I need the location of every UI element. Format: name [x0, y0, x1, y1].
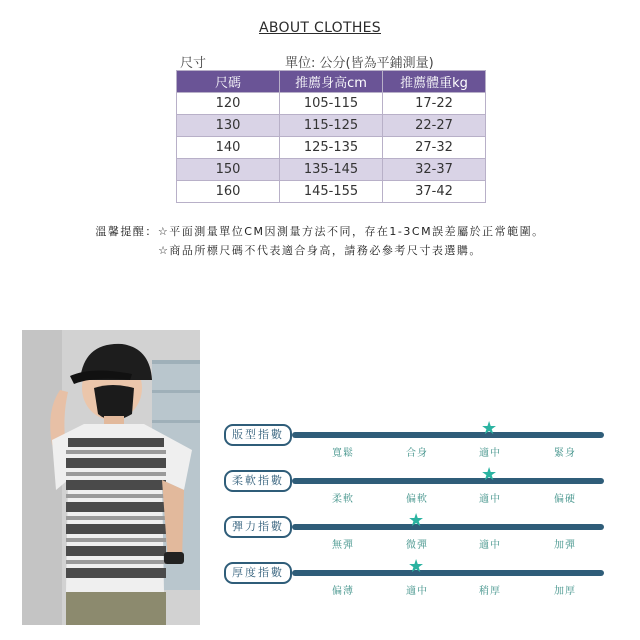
table-cell: 22-27: [383, 115, 486, 137]
table-cell: 105-115: [280, 93, 383, 115]
table-cell: 115-125: [280, 115, 383, 137]
table-cell: 37-42: [383, 181, 486, 203]
table-row: [177, 137, 486, 159]
column-header: 尺碼: [177, 71, 280, 93]
column-header: 推薦身高cm: [280, 71, 383, 93]
index-option: 柔軟: [332, 494, 354, 505]
index-label: 柔軟指數: [224, 470, 292, 492]
table-cell: 150: [177, 159, 280, 181]
star-icon: ★: [408, 556, 425, 577]
boy-in-striped-tshirt-illustration: [22, 330, 200, 625]
table-row: [177, 115, 486, 137]
index-option: 適中: [479, 494, 501, 505]
table-row: [177, 181, 486, 203]
index-option: 適中: [479, 540, 501, 551]
index-bar: [292, 570, 604, 576]
reminder-note: ☆商品所標尺碼不代表適合身高，請務必參考尺寸表選購。: [158, 244, 482, 257]
index-option: 微彈: [406, 540, 428, 551]
reminder-note: 溫馨提醒：☆平面測量單位CM因測量方法不同，存在1-3CM誤差屬於正常範圍。: [95, 225, 545, 238]
unit-label: 單位: 公分(皆為平鋪測量): [285, 56, 434, 71]
page-title: ABOUT CLOTHES: [258, 20, 381, 36]
index-option: 偏薄: [332, 586, 354, 597]
index-label: 版型指數: [224, 424, 292, 446]
column-header: 推薦體重kg: [383, 71, 486, 93]
index-option: 加厚: [554, 586, 576, 597]
table-cell: 140: [177, 137, 280, 159]
table-cell: 160: [177, 181, 280, 203]
table-row: [177, 159, 486, 181]
product-photo: [22, 330, 200, 625]
table-cell: 32-37: [383, 159, 486, 181]
index-label: 彈力指數: [224, 516, 292, 538]
index-option: 稍厚: [479, 586, 501, 597]
table-cell: 120: [177, 93, 280, 115]
table-cell: 27-32: [383, 137, 486, 159]
size-label: 尺寸: [180, 56, 207, 71]
table-cell: 125-135: [280, 137, 383, 159]
index-option: 適中: [479, 448, 501, 459]
index-option: 合身: [406, 448, 428, 459]
index-option: 無彈: [332, 540, 354, 551]
index-option: 緊身: [554, 448, 576, 459]
star-icon: ★: [408, 510, 425, 531]
index-bar: [292, 524, 604, 530]
table-header-row: [177, 71, 486, 93]
table-cell: 17-22: [383, 93, 486, 115]
star-icon: ★: [481, 464, 498, 485]
size-table: [176, 70, 486, 203]
index-option: 偏軟: [406, 494, 428, 505]
star-icon: ★: [481, 418, 498, 439]
index-option: 加彈: [554, 540, 576, 551]
table-cell: 145-155: [280, 181, 383, 203]
index-option: 適中: [406, 586, 428, 597]
table-row: [177, 93, 486, 115]
index-label: 厚度指數: [224, 562, 292, 584]
index-bar: [292, 432, 604, 438]
index-bar: [292, 478, 604, 484]
index-option: 偏硬: [554, 494, 576, 505]
table-cell: 135-145: [280, 159, 383, 181]
index-option: 寬鬆: [332, 448, 354, 459]
table-cell: 130: [177, 115, 280, 137]
